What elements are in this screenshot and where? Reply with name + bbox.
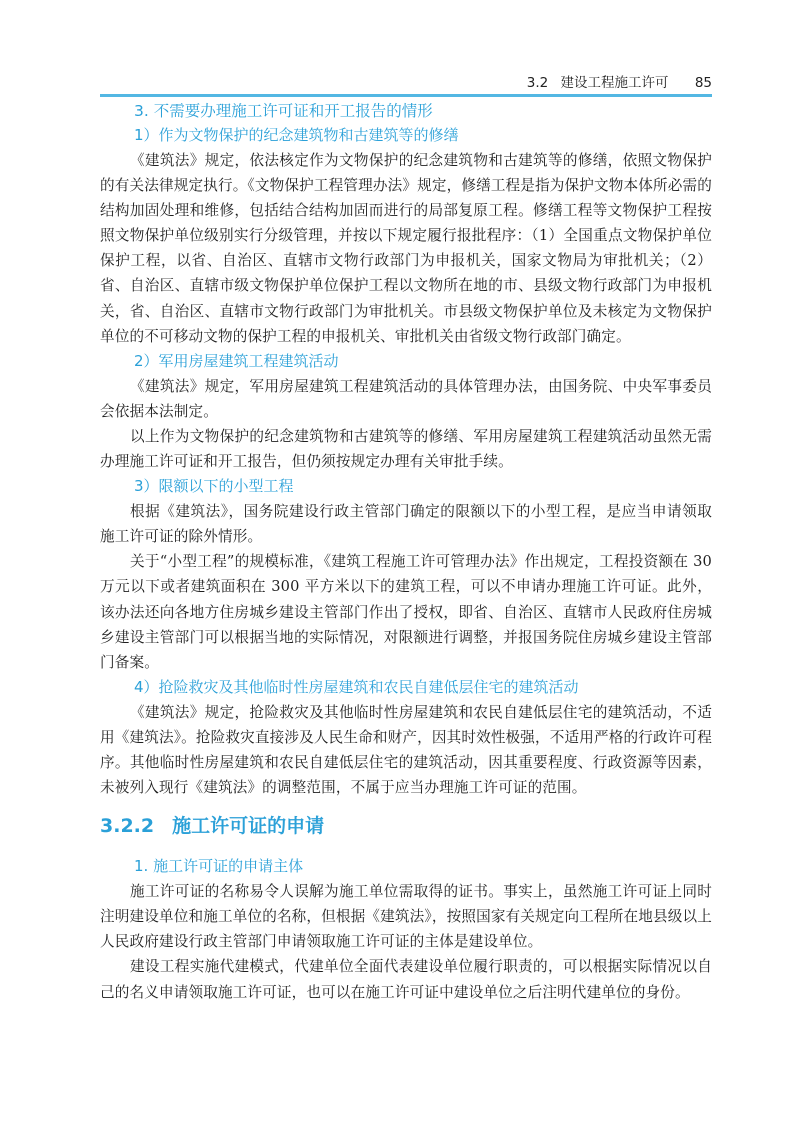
- header-section-title: 建设工程施工许可: [560, 75, 669, 91]
- paragraph: 《建筑法》规定，军用房屋建筑工程建筑活动的具体管理办法，由国务院、中央军事委员会依据本法制定。: [100, 377, 712, 420]
- paragraph: 根据《建筑法》，国务院建设行政主管部门确定的限额以下的小型工程，是应当申请领取施工许可证的除外情形。: [100, 503, 712, 546]
- section-title: 施工许可证的申请: [172, 815, 325, 838]
- paragraph: 施工许可证的名称易令人误解为施工单位需取得的证书。事实上，虽然施工许可证上同时注明建设单位和施工单位的名称，但根据《建筑法》，按照国家有关规定向工程所在地县级以上人民政府建设行政主管部门申请领取施工许可证的主体是建设单位。: [100, 883, 712, 951]
- header-section: [527, 71, 712, 91]
- paragraph: 关于“小型工程”的规模标准，《建筑工程施工许可管理办法》作出规定，工程投资额在 30 万元以下或者建筑面积在 300 平方米以下的建筑工程，可以不申请办理施工许可证。此外，该办法还向各地方住房城乡建设主管部门作出了授权，即省、自治区、直辖市人民政府住房城乡建设主管部门可以根据当地的实际情况，对限额进行调整，并报国务院住房城乡建设主管部门备案。: [100, 553, 712, 671]
- header-section-number: 3.2: [526, 75, 549, 91]
- paragraph: 建设工程实施代建模式，代建单位全面代表建设单位履行职责的，可以根据实际情况以自己的名义申请领取施工许可证，也可以在施工许可证中建设单位之后注明代建单位的身份。: [100, 958, 712, 1001]
- section-heading-3-2-2: [100, 810, 712, 842]
- running-header: [100, 64, 712, 97]
- section-number: 3.2.2: [100, 815, 155, 838]
- subsection-heading-1: 1. 施工许可证的申请主体: [134, 857, 304, 876]
- item-heading-3: 3）限额以下的小型工程: [134, 477, 294, 496]
- paragraph: 《建筑法》规定，抢险救灾及其他临时性房屋建筑和农民自建低层住宅的建筑活动，不适用《建筑法》。抢险救灾直接涉及人民生命和财产，因其时效性极强，不适用严格的行政许可程序。其他临时性房屋建筑和农民自建低层住宅的建筑活动，因其重要程度、行政资源等因素，未被列入现行《建筑法》的调整范围，不属于应当办理施工许可证的范围。: [100, 703, 712, 797]
- page-number: 85: [694, 75, 712, 91]
- item-heading-4: 4）抢险救灾及其他临时性房屋建筑和农民自建低层住宅的建筑活动: [134, 677, 579, 696]
- page-body: [100, 100, 712, 1005]
- paragraph: 《建筑法》规定，依法核定作为文物保护的纪念建筑物和古建筑等的修缮，依照文物保护的有关法律规定执行。《文物保护工程管理办法》规定，修缮工程是指为保护文物本体所必需的结构加固处理和维修，包括结合结构加固而进行的局部复原工程。修缮工程等文物保护工程按照文物保护单位级别实行分级管理，并按以下规定履行报批程序：（1）全国重点文物保护单位保护工程，以省、自治区、直辖市文物行政部门为申报机关，国家文物局为审批机关；（2）省、自治区、直辖市级文物保护单位保护工程以文物所在地的市、县级文物行政部门为申报机关，省、自治区、直辖市文物行政部门为审批机关。市县级文物保护单位及未核定为文物保护单位的不可移动文物的保护工程的申报机关、审批机关由省级文物行政部门确定。: [100, 152, 712, 345]
- paragraph: 以上作为文物保护的纪念建筑物和古建筑等的修缮、军用房屋建筑工程建筑活动虽然无需办理施工许可证和开工报告，但仍须按规定办理有关审批手续。: [100, 427, 712, 471]
- item-heading-1: 1）作为文物保护的纪念建筑物和古建筑等的修缮: [134, 126, 459, 144]
- subsection-heading-3: 3. 不需要办理施工许可证和开工报告的情形: [134, 102, 433, 120]
- item-heading-2: 2）军用房屋建筑工程建筑活动: [134, 351, 339, 370]
